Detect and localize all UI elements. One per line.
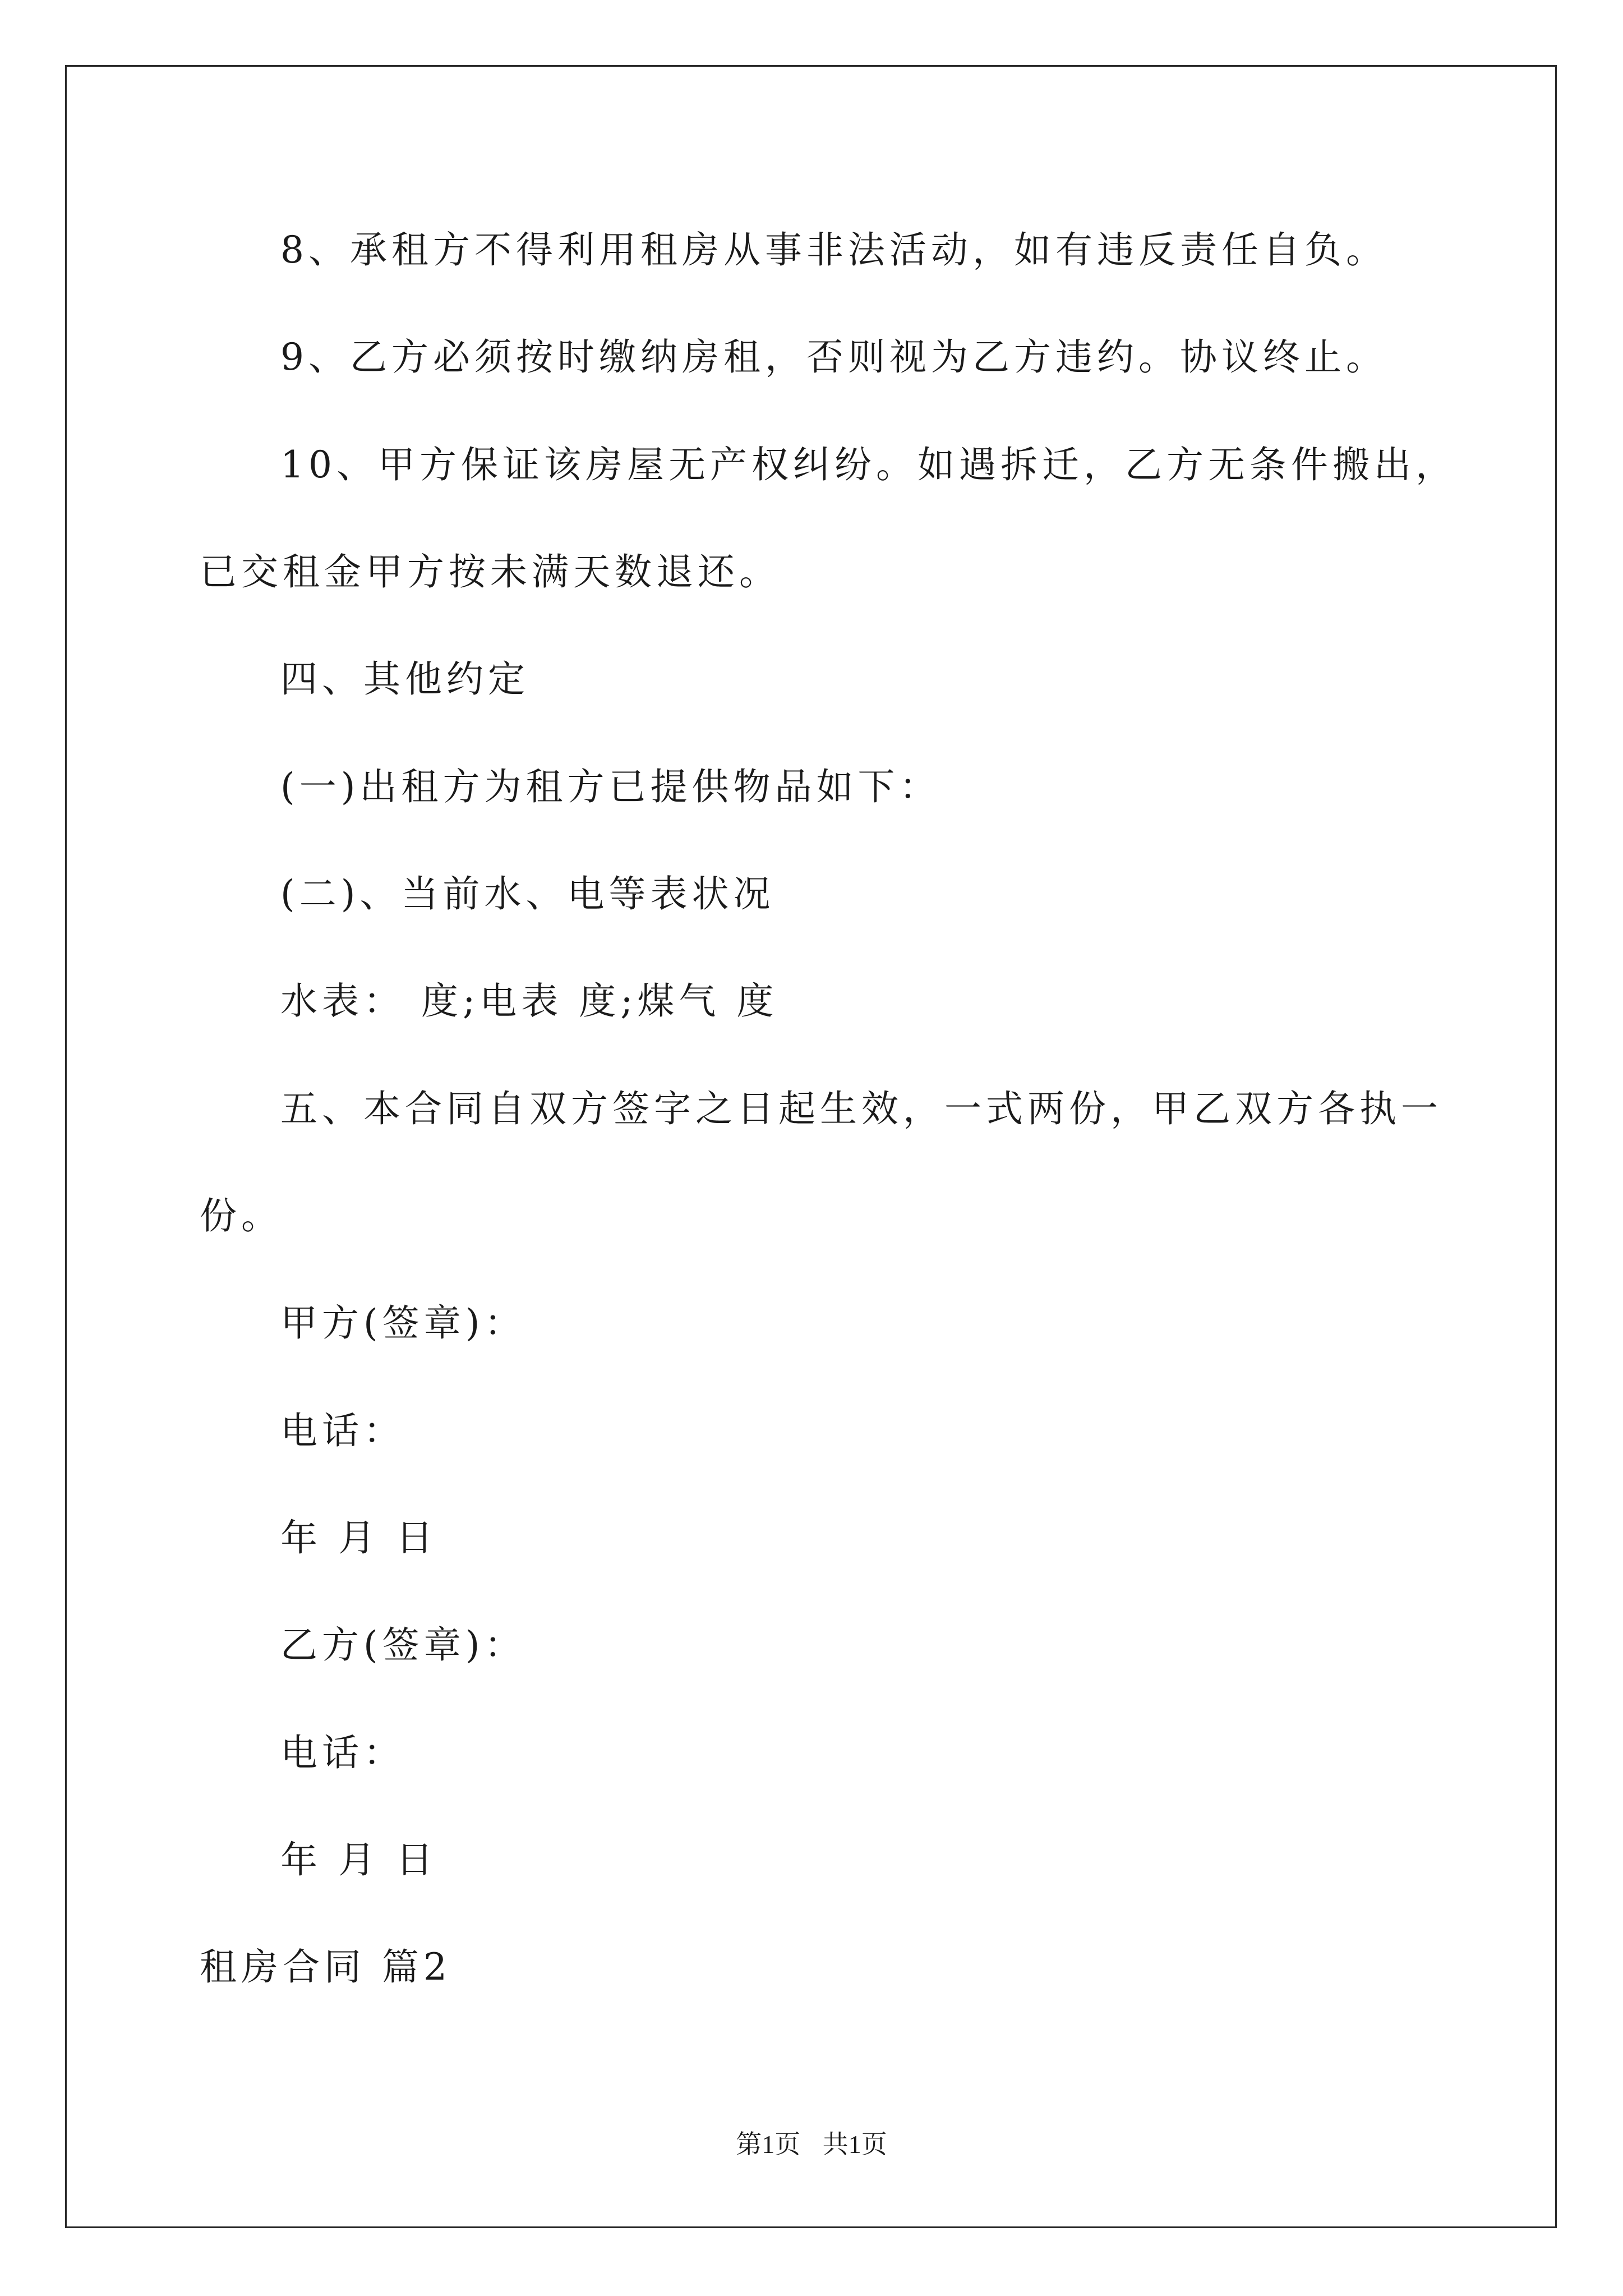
party-b-phone-label: 电话： [280, 1731, 405, 1774]
clause-8: 8、承租方不得利用租房从事非法活动，如有违反责任自负。 [280, 228, 1387, 272]
meter-status-heading: (二)、当前水、电等表状况 [280, 872, 775, 915]
party-b-signature-label: 乙方(签章)： [280, 1623, 526, 1667]
clause-10-continued: 已交租金甲方按未满天数退还。 [200, 550, 781, 593]
clause-10: 10、甲方保证该房屋无产权纠纷。如遇拆迁，乙方无条件搬出， [280, 443, 1457, 486]
party-a-date-label: 年 月 日 [280, 1516, 437, 1559]
meter-readings-line: 水表： 度;电表 度;煤气 度 [280, 979, 778, 1023]
party-a-phone-label: 电话： [280, 1409, 405, 1452]
party-b-date-label: 年 月 日 [280, 1838, 437, 1881]
effective-clause-continued: 份。 [200, 1194, 283, 1237]
party-a-signature-label: 甲方(签章)： [280, 1301, 526, 1345]
page-total: 共1页 [822, 2130, 887, 2159]
clause-9: 9、乙方必须按时缴纳房租，否则视为乙方违约。协议终止。 [280, 335, 1387, 379]
provided-items-line: (一)出租方为租方已提供物品如下： [280, 765, 941, 808]
page-footer [0, 2132, 1623, 2157]
page-number: 第1页 [736, 2130, 801, 2159]
page-border [65, 65, 1557, 2228]
next-contract-heading: 租房合同 篇2 [200, 1945, 451, 1989]
section-heading-other-terms: 四、其他约定 [280, 657, 529, 701]
effective-clause: 五、本合同自双方签字之日起生效，一式两份，甲乙双方各执一 [280, 1087, 1442, 1130]
